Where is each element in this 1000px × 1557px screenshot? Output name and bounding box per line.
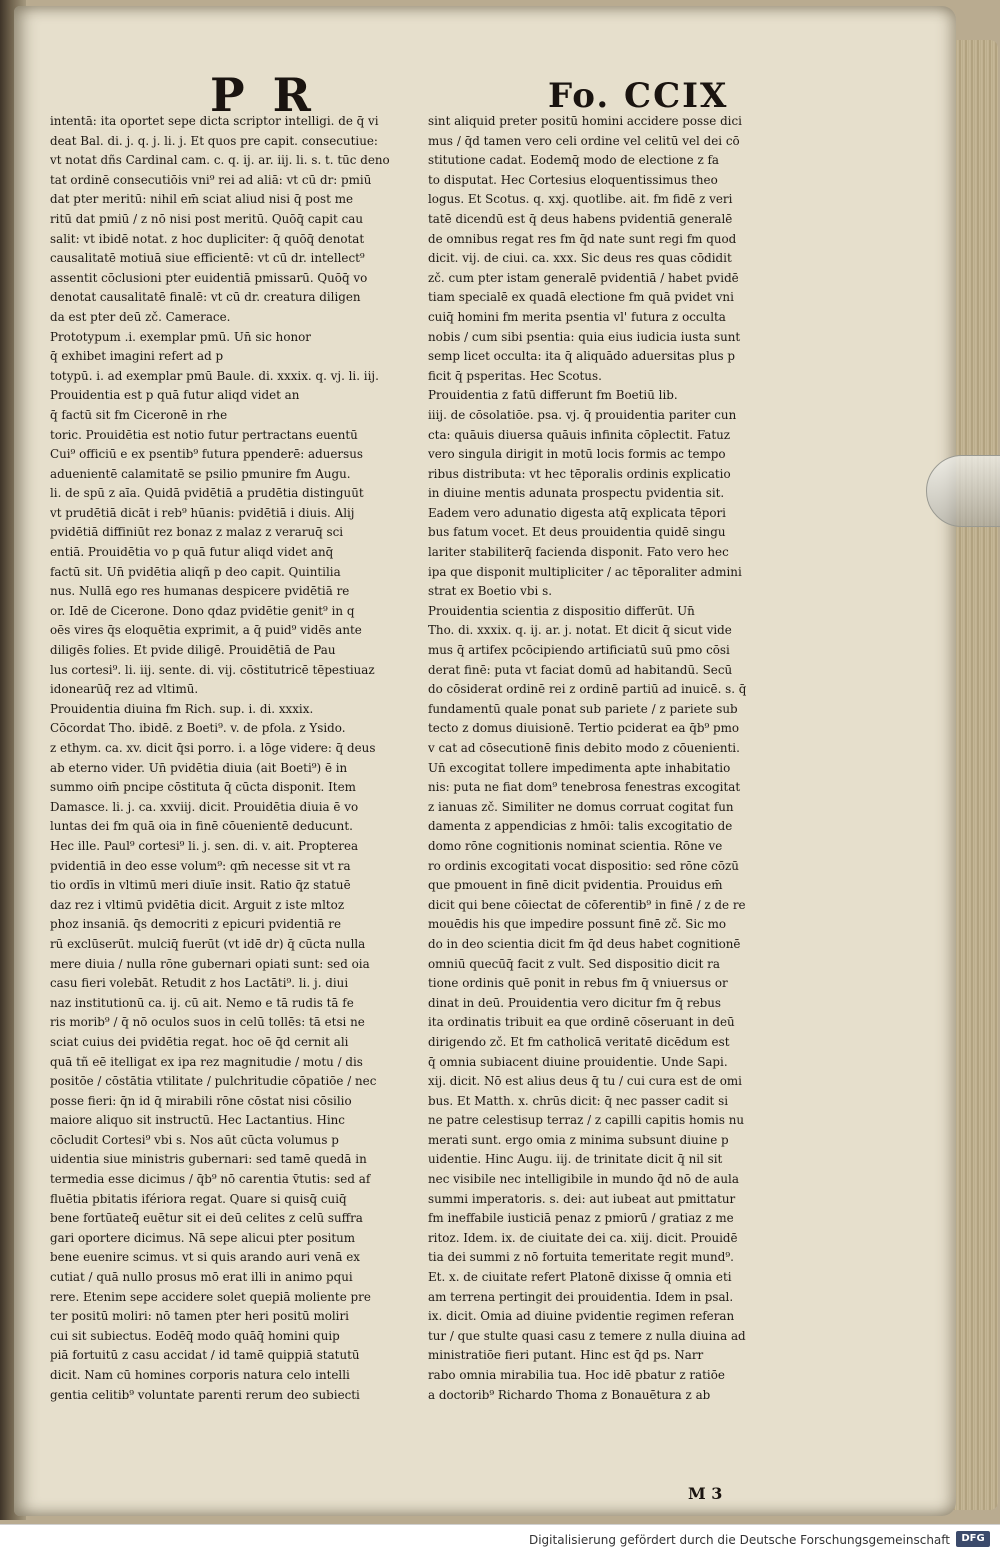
text-line: oēs vires q̄s eloquētia exprimit, a q̄ puid⁹ vidēs ante [50, 623, 362, 638]
text-line: do in deo scientia dicit fm q̄d deus habet cognitionē [428, 936, 741, 951]
text-line: omniū quecūq̄ facit z vult. Sed dispositio dicit ra [428, 956, 720, 971]
text-line: mus q̄ artifex pcōcipiendo artificiatū suū pmo cōsi [428, 643, 730, 658]
text-line: fm ineffabile iusticiā penaz z pmiorū / gratiaz z me [428, 1211, 734, 1226]
text-line: uidentie. Hinc Augu. iij. de trinitate dicit q̄ nil sit [428, 1152, 723, 1167]
text-line: q̄ exhibet imagini refert ad p [50, 349, 224, 364]
page-fore-edge [950, 40, 998, 1510]
text-line: quā tñ eē itelligat ex ipa rez magnitudie / motu / dis [50, 1054, 363, 1069]
text-line: posse fieri: q̄n id q̄ mirabili rōne cōstat nisi cōsilio [50, 1093, 352, 1108]
text-line: cuiq̄ homini fm merita psentia vl' futura z occulta [428, 309, 726, 324]
text-line: Prouidentia scientia z dispositio differūt. Un̄ [428, 603, 695, 618]
text-line: diligēs folies. Et pvide diligē. Prouidētiā de Pau [50, 643, 336, 658]
text-line: domo rōne cognitionis nominat scientia. Rōne ve [428, 838, 723, 853]
folio-number: Fo. CCIX [548, 76, 729, 116]
text-line: xij. dicit. Nō est alius deus q̄ tu / cui cura est de omi [428, 1074, 742, 1089]
text-line: rū exclūserūt. mulciq̄ fuerūt (vt idē dr) q̄ cūcta nulla [50, 936, 366, 951]
text-line: tur / que stulte quasi casu z temere z nulla diuina ad [428, 1328, 746, 1343]
text-line: a doctorib⁹ Richardo Thoma z Bonauētura z ab [428, 1387, 711, 1402]
text-line: intentā: ita oportet sepe dicta scriptor intelligi. de q̄ vi [50, 114, 379, 128]
text-line: cta: quāuis diuersa quāuis infinita cōplectit. Fatuz [428, 427, 731, 442]
text-line: ritoz. Idem. ix. de ciuitate dei ca. xiij. dicit. Prouidē [428, 1230, 738, 1245]
text-line: totypū. i. ad exemplar pmū Baule. di. xxxix. q. vj. li. iij. [50, 368, 379, 383]
text-line: Damasce. li. j. ca. xxviij. dicit. Prouidētia diuia ē vo [50, 799, 359, 814]
text-line: uidentia siue ministris gubernari: sed tamē quedā in [50, 1152, 367, 1167]
text-line: Un̄ excogitat tollere impedimenta apte inhabitatio [428, 760, 731, 775]
text-line: piā fortuitū z casu accidat / id tamē quippiā statutū [50, 1348, 360, 1363]
text-line: gari oportere dicimus. Nā sepe alicui pter positum [50, 1230, 356, 1245]
text-line: naz institutionū ca. ij. cū ait. Nemo e tā rudis tā fe [50, 995, 354, 1010]
text-line: ministratiōe fieri putant. Hinc est q̄d ps. Narr [428, 1348, 704, 1363]
text-line: am terrena pertingit dei prouidentia. Idem in psal. [428, 1289, 734, 1304]
text-line: pvidentiā in deo esse volum⁹: qm̄ necesse sit vt ra [50, 858, 351, 873]
text-line: ter positū moliri: nō tamen pter heri positū moliri [50, 1309, 349, 1324]
text-line: tio ordīs in vltimū meri diuīe insit. Ratio q̄z statuē [50, 878, 351, 893]
text-line: pvidētiā diffiniūt rez bonaz z malaz z veraruq̄ sci [50, 525, 344, 540]
text-line: vt notat dñs Cardinal cam. c. q. ij. ar. iij. li. s. t. tūc deno [50, 153, 390, 168]
text-line: q̄ factū sit fm Ciceronē in rhe [50, 407, 228, 422]
text-line: fluētia pbitatis ifériora regat. Quare si quisq̄ cuiq̄ [50, 1191, 347, 1206]
text-line: deat Bal. di. j. q. j. li. j. Et quos pre capit. consecutiue: [50, 133, 378, 148]
text-line: phoz insaniā. q̄s democriti z epicuri pvidentiā re [50, 917, 342, 932]
text-line: lariter stabiliterq̄ facienda disponit. Fato vero hec [428, 545, 729, 560]
text-line: Prouidentia est p quā futur aliqd videt an [50, 388, 300, 403]
text-line: do cōsiderat ordinē rei z ordinē partiū ad inuicē. s. q̄ [428, 682, 747, 697]
text-line: maiore aliquo sit instructū. Hec Lactantius. Hinc [50, 1113, 345, 1128]
running-head-letters: P R [210, 68, 317, 122]
text-line: dirigendo zč. Et fm catholicā veritatē dicēdum est [428, 1034, 730, 1049]
text-line: cui sit subiectus. Eodēq̄ modo quāq̄ homini quip [50, 1328, 340, 1343]
text-line: derat finē: puta vt faciat domū ad habitandū. Secū [428, 662, 733, 677]
text-line: ritū dat pmiū / z nō nisi post meritū. Quōq̄ capit cau [50, 211, 363, 226]
text-line: strat ex Boetio vbi s. [428, 584, 552, 599]
text-line: cutiat / quā nullo prosus mō erat illi in animo pqui [50, 1270, 353, 1285]
text-line: or. Idē de Cicerone. Dono qdaz pvidētie genit⁹ in q [50, 603, 355, 618]
text-line: positōe / cōstātia vtilitate / pulchritudie cōpatiōe / nec [50, 1074, 377, 1089]
text-line: Et. x. de ciuitate refert Platonē dixisse q̄ omnia eti [428, 1270, 732, 1285]
text-line: ix. dicit. Omia ad diuine pvidentie regimen referan [428, 1309, 735, 1324]
text-line: summi imperatoris. s. dei: aut iubeat aut pmittatur [428, 1191, 736, 1206]
text-line: sint aliquid preter positū homini accidere posse dici [428, 114, 742, 128]
text-line: nis: puta ne fiat dom⁹ tenebrosa fenestras excogitat [428, 780, 741, 795]
text-line: z ethym. ca. xv. dicit q̄si porro. i. a lōge videre: q̄ deus [50, 741, 376, 755]
text-line: ita ordinatis tribuit ea que ordinē cōseruant in deū [428, 1015, 735, 1030]
text-line: damenta z appendicias z hmōi: talis excogitatio de [428, 819, 733, 834]
text-line: daz rez i vltimū pvidētia dicit. Arguit z iste mltoz [50, 897, 345, 912]
text-line: tione ordinis quē ponit in rebus fm q̄ vniuersus or [428, 976, 728, 991]
text-line: entiā. Prouidētia vo p quā futur aliqd videt anq̄ [50, 545, 334, 560]
text-line: Hec ille. Paul⁹ cortesi⁹ li. j. sen. di. v. ait. Propterea [50, 838, 359, 853]
page-clip-marker [926, 455, 1000, 527]
funding-credit: Digitalisierung gefördert durch die Deutsche Forschungsgemeinschaft [528, 1533, 950, 1547]
text-line: in diuine mentis adunata prospectu pvidentia sit. [428, 486, 725, 501]
text-line: Prouidentia diuina fm Rich. sup. i. di. xxxix. [50, 701, 314, 716]
text-line: Cui⁹ officiū e ex psentib⁹ futura ppenderē: aduersus [50, 447, 363, 462]
signature-mark: M 3 [688, 1484, 723, 1503]
text-line: ipa que disponit multipliciter / ac tēporaliter admini [428, 564, 742, 579]
text-line: termedia esse dicimus / q̄b⁹ nō carentia v̄tutis: sed af [50, 1172, 371, 1187]
text-line: mouēdis his que impedire possunt finē zč. Sic mo [428, 917, 727, 932]
text-line: ro ordinis excogitati vocat dispositio: sed rōne cōzū [428, 858, 739, 873]
text-line: factū sit. Un̄ pvidētia aliqñ p deo capit. Quintilia [50, 564, 341, 579]
text-line: z ianuas zč. Similiter ne domus corruat cogitat fun [428, 799, 734, 814]
text-line: dicit qui bene cōiectat de cōferentib⁹ in finē / z de re [428, 897, 746, 912]
text-line: cōcludit Cortesi⁹ vbi s. Nos aūt cūcta volumus p [50, 1132, 339, 1147]
text-line: Prototypum .i. exemplar pmū. Un̄ sic honor [50, 329, 311, 344]
text-line: aduenientē calamitatē se psilio pmunire fm Augu. [50, 466, 351, 481]
text-line: gentia celitib⁹ voluntate parenti rerum deo subiecti [50, 1387, 360, 1402]
text-line: iiij. de cōsolatiōe. psa. vj. q̄ prouidentia pariter cun [428, 407, 737, 422]
text-line: tia dei summi z nō fortuita temeritate regit mund⁹. [428, 1250, 734, 1265]
text-line: salit: vt ibidē notat. z hoc dupliciter: q̄ quōq̄ denotat [50, 231, 365, 246]
text-line: fundamentū quale ponat sub pariete / z pariete sub [428, 701, 738, 716]
text-line: ab eterno vider. Un̄ pvidētia diuia (ait Boeti⁹) ē in [50, 760, 348, 775]
text-line: tiam specialē ex quadā electione fm quā pvidet vni [428, 290, 734, 305]
dfg-logo: DFG [956, 1531, 990, 1547]
text-line: li. de spū z aīa. Quidā pvidētiā a prudētia distinguūt [50, 486, 364, 501]
text-line: mus / q̄d tamen vero celi ordine vel celitū vel dei cō [428, 133, 740, 148]
text-line: bene euenire scimus. vt si quis arando auri venā ex [50, 1250, 360, 1265]
text-line: ribus distributa: vt hec tēporalis ordinis explicatio [428, 466, 731, 481]
text-line: ficit q̄ psperitas. Hec Scotus. [428, 368, 602, 383]
text-line: merati sunt. ergo omia z minima subsunt diuine p [428, 1132, 729, 1147]
text-line: to disputat. Hec Cortesius eloquentissimus theo [428, 172, 718, 187]
text-line: v cat ad cōsecutionē finis debito modo z cōuenienti. [428, 741, 740, 755]
text-line: semp licet occulta: ita q̄ aliquādo aduersitas plus p [428, 349, 736, 364]
text-line: Tho. di. xxxix. q. ij. ar. j. notat. Et dicit q̄ sicut vide [428, 623, 732, 638]
text-line: assentit cōclusioni pter euidentiā pmissarū. Quōq̄ vo [50, 270, 368, 285]
text-line: luntas dei fm quā oia in finē cōuenientē deducunt. [50, 819, 353, 834]
text-line: casu fieri volebāt. Retudit z hos Lactāti⁹. li. j. diui [50, 976, 349, 991]
text-line: rabo omnia mirabilia tua. Hoc idē pbatur z ratiōe [428, 1368, 725, 1382]
text-line: ne patre celestisup terraz / z capilli capitis homis nu [428, 1113, 745, 1128]
text-line: dinat in deū. Prouidentia vero dicitur fm q̄ rebus [428, 995, 721, 1010]
text-line: dicit. vij. de ciui. ca. xxx. Sic deus res quas cōdidit [428, 251, 732, 266]
text-line: que pmouent in finē dicit pvidentia. Prouidus em̄ [428, 878, 723, 893]
text-line: vero singula dirigit in motū locis formis ac tempo [428, 447, 726, 462]
text-line: bus fatum vocet. Et deus prouidentia quidē singu [428, 525, 726, 540]
text-line: nobis / cum sibi psentia: quia eius iudicia iusta sunt [428, 329, 741, 344]
text-line: q̄ omnia subiacent diuine prouidentie. Unde Sapi. [428, 1054, 728, 1069]
text-line: vt prudētiā dicāt i reb⁹ hūanis: pvidētiā i diuis. Alij [50, 505, 355, 520]
text-line: nec visibile nec intelligibile in mundo q̄d nō de aula [428, 1172, 739, 1187]
text-line: idonearūq̄ rez ad vltimū. [50, 682, 199, 697]
text-line: summo oim̄ pncipe cōstituta q̄ cūcta disponit. Item [50, 780, 356, 795]
text-line: da est pter deū zč. Camerace. [50, 309, 231, 324]
text-line: bus. Et Matth. x. chrūs dicit: q̄ nec passer cadit si [428, 1093, 729, 1108]
text-line: stitutione cadat. Eodemq̄ modo de electione z fa [428, 153, 719, 168]
text-line: lus cortesi⁹. li. iij. sente. di. vij. cōstitutricē tēpestiuaz [50, 662, 375, 677]
text-line: de omnibus regat res fm q̄d nate sunt regi fm quod [428, 231, 737, 246]
text-line: toric. Prouidētia est notio futur pertractans euentū [50, 427, 358, 442]
text-line: Prouidentia z fatū differunt fm Boetiū lib. [428, 388, 678, 403]
text-line: dat pter meritū: nihil em̄ sciat aliud nisi q̄ post me [50, 192, 354, 207]
text-line: ris morib⁹ / q̄ nō oculos suos in celū tollēs: tā etsi ne [50, 1015, 365, 1030]
text-line: Cōcordat Tho. ibidē. z Boeti⁹. v. de pfola. z Ysido. [50, 721, 346, 736]
text-line: zč. cum pter istam generalē pvidentiā / habet pvidē [428, 270, 739, 285]
text-line: denotat causalitatē finalē: vt cū dr. creatura diligen [50, 290, 361, 305]
text-line: Eadem vero adunatio digesta atq̄ explicata tēpori [428, 505, 726, 520]
text-line: sciat cuius dei pvidētia regat. hoc oē q̄d cernit ali [50, 1034, 349, 1049]
text-line: tatē dicendū est q̄ deus habens pvidentiā generalē [428, 211, 733, 226]
text-line: nus. Nullā ego res humanas despicere pvidētiā re [50, 584, 350, 599]
left-text-column [50, 112, 420, 1405]
text-line: rere. Etenim sepe accidere solet quepiā moliente pre [50, 1289, 371, 1304]
text-line: causalitatē motiuā siue efficientē: vt cū dr. intellect⁹ [50, 251, 365, 266]
text-line: dicit. Nam cū homines corporis natura celo intelli [50, 1368, 350, 1382]
text-line: tecto z domus diuisionē. Tertio pciderat ea q̄b⁹ pmo [428, 721, 740, 736]
text-line: bene fortūateq̄ euētur sit ei deū celites z celū suffra [50, 1211, 363, 1226]
text-line: tat ordinē consecutiōis vni⁹ rei ad aliā: vt cū dr: pmiū [50, 172, 372, 187]
text-line: logus. Et Scotus. q. xxj. quotlibe. ait. fm fidē z veri [428, 192, 733, 207]
right-text-column [428, 112, 768, 1405]
text-line: mere diuia / nulla rōne gubernari opiati sunt: sed oia [50, 956, 370, 971]
